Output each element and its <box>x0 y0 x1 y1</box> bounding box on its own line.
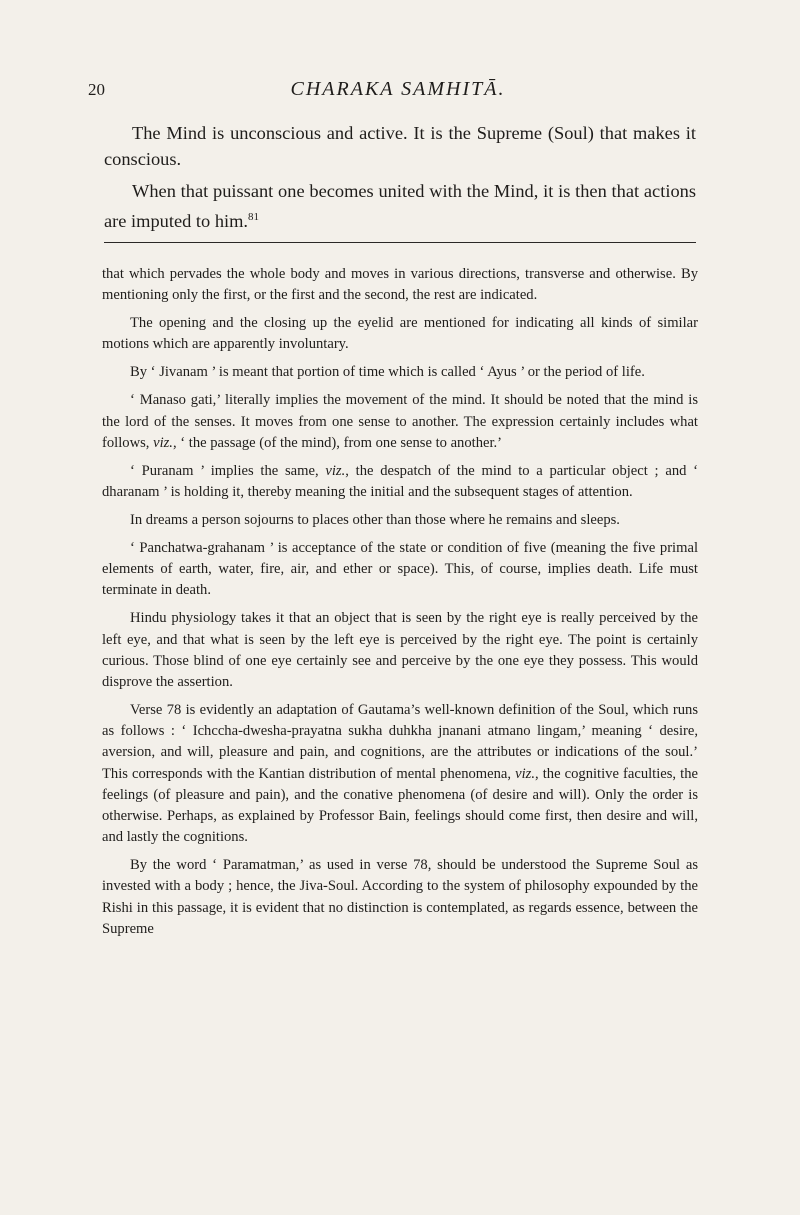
paragraph-5-text-a: ‘ Puranam ’ implies the same, <box>130 462 319 479</box>
verse-paragraph-2 <box>104 178 696 234</box>
paragraph-9-text-a: Verse 78 is evidently an adaptation of Gautama’s well-known definition of the Soul, which runs as follows : ‘ Ichccha-dwesha-prayatna sukha duhkha jnanani atmano lingam,’ meaning ‘ desire, aversion, and will, pleasure and pain, and cognitions, are the attributes or indications of the soul.’ This corresponds with the Kantian distribution of mental phenomena, <box>102 702 698 782</box>
page-number: 20 <box>88 80 105 99</box>
commentary-paragraph-4 <box>102 390 698 454</box>
commentary-paragraph-3: By ‘ Jivanam ’ is meant that portion of time which is called ‘ Ayus ’ or the period of life. <box>130 364 645 381</box>
commentary-paragraph-5 <box>102 461 698 503</box>
paragraph-4-text-a: ‘ Manaso gati,’ literally implies the movement of the mind. It should be noted that the mind is the lord of the senses. It moves from one sense to another. The expression certainly includes what follows, <box>102 392 698 451</box>
commentary-paragraph-2: The opening and the closing up the eyelid are mentioned for indicating all kinds of similar motions which are apparently involuntary. <box>102 315 698 353</box>
verse-paragraph-2-text: When that puissant one becomes united with the Mind, it is then that actions are imputed to him. <box>104 181 696 232</box>
commentary-paragraph-1: that which pervades the whole body and moves in various directions, transverse and otherwise. By mentioning only the first, or the first and the second, the rest are indicated. <box>102 266 698 304</box>
paragraph-9-viz: viz. <box>515 765 536 782</box>
commentary <box>102 264 698 947</box>
paragraph-5-text-b: , the despatch of the mind to a particular object ; and ‘ dharanam ’ is holding it, thereby meaning the initial and the subsequent stages of attention. <box>102 462 699 501</box>
verse-paragraph-1: The Mind is unconscious and active. It is the Supreme (Soul) that makes it conscious. <box>104 123 696 169</box>
commentary-paragraph-8: Hindu physiology takes it that an object that is seen by the right eye is really perceived by the left eye, and that what is seen by the left eye is perceived by the right eye. The point is certainly curious. Those blind of one eye certainly see and perceive by the one eye they possess. This would disprove the assertion. <box>102 610 698 691</box>
commentary-paragraph-9 <box>102 700 698 848</box>
page-header <box>88 78 708 108</box>
verse-translation <box>104 120 696 240</box>
commentary-paragraph-7: ‘ Panchatwa-grahanam ’ is acceptance of the state or condition of five (meaning the five primal elements of earth, water, fire, air, and ether or space). This, of course, implies death. Life must terminate in death. <box>102 540 698 599</box>
paragraph-9-text-b: , the cognitive faculties, the feelings (of pleasure and pain), and the conative phenomena (of desire and will). Only the order is otherwise. Perhaps, as explained by Professor Bain, feelings should come first, then desire and will, and lastly the cognitions. <box>102 765 698 846</box>
paragraph-5-viz: viz. <box>325 462 346 479</box>
paragraph-4-viz: viz. <box>153 434 173 451</box>
paragraph-4-text-b: , ‘ the passage (of the mind), from one sense to another.’ <box>172 434 503 451</box>
commentary-paragraph-10: By the word ‘ Paramatman,’ as used in verse 78, should be understood the Supreme Soul as invested with a body ; hence, the Jiva-Soul. According to the system of philosophy expounded by the Rishi in this passage, it is evident that no distinction is contemplated, as regards essence, between the Supreme <box>102 857 698 937</box>
separator-rule <box>104 242 696 243</box>
running-title: CHARAKA SAMHITĀ. <box>290 78 506 100</box>
footnote-reference: 81 <box>248 211 260 223</box>
commentary-paragraph-6: In dreams a person sojourns to places other than those where he remains and sleeps. <box>130 512 620 529</box>
